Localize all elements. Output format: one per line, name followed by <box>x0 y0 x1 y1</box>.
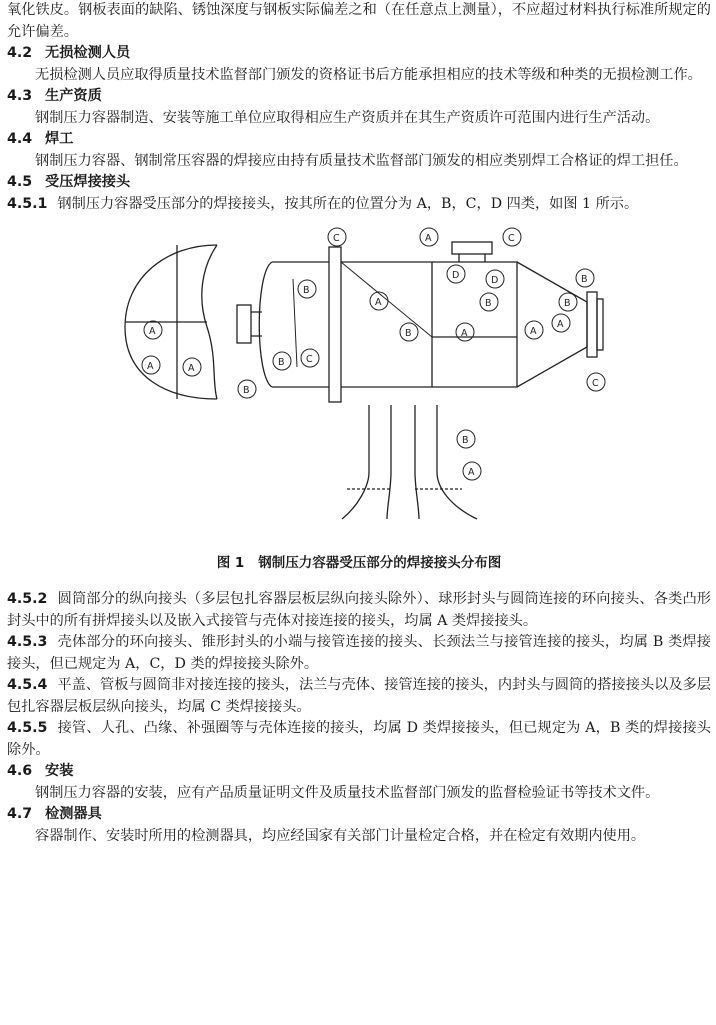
clause-4-5-5: 4.5.5 接管、人孔、凸缘、补强圈等与壳体连接的接头，均属 D 类焊接接头，但已规定为 A，B 类的焊接接头除外。 <box>7 720 711 758</box>
joint-label: A <box>147 361 154 372</box>
section-body-4-4: 钢制压力容器、钢制常压容器的焊接应由持有质量技术监督部门颁发的相应类别焊工合格证的焊工担任。 <box>35 152 688 169</box>
joint-label: B <box>278 357 285 368</box>
joint-label: B <box>303 285 310 296</box>
joint-label: A <box>149 326 156 337</box>
section-heading-4-2: 4.2 无损检测人员 <box>7 45 131 61</box>
vessel-diagram <box>7 227 711 527</box>
section-heading-4-4: 4.4 焊工 <box>7 131 74 147</box>
section-body-4-2: 无损检测人员应取得质量技术监督部门颁发的资格证书后方能承担相应的技术等级和种类的无损检测工作。 <box>35 66 702 83</box>
section-heading-4-5: 4.5 受压焊接接头 <box>7 174 131 190</box>
joint-label: C <box>333 233 340 244</box>
head-end-view <box>125 245 217 399</box>
section-heading-4-7: 4.7 检测器具 <box>7 806 102 822</box>
clause-4-5-3: 4.5.3 壳体部分的环向接头、锥形封头的小端与接管连接的接头、长颈法兰与接管连接的接头，均属 B 类焊接接头，但已规定为 A，C，D 类的焊接接头除外。 <box>7 634 711 672</box>
nozzle-detail <box>342 405 481 519</box>
joint-label: C <box>508 233 515 244</box>
joint-label: A <box>557 319 564 330</box>
joint-label: A <box>375 297 382 308</box>
weld-joint-figure <box>7 227 711 527</box>
section-body-4-6: 钢制压力容器的安装，应有产品质量证明文件及质量技术监督部门颁发的监督检验证书等技术文件。 <box>35 784 660 801</box>
joint-label: B <box>564 298 571 309</box>
clause-4-5-2: 4.5.2 圆筒部分的纵向接头（多层包扎容器层板层纵向接头除外）、球形封头与圆筒连接的环向接头、各类凸形封头中的所有拼焊接头以及嵌入式接管与壳体对接连接的接头，均属 A 类焊接接头。 <box>7 591 711 629</box>
joint-label: A <box>468 467 475 478</box>
joint-label: C <box>592 378 599 389</box>
joint-label: D <box>491 275 499 286</box>
intro-paragraph: 氧化铁皮。钢板表面的缺陷、锈蚀深度与钢板实际偏差之和（在任意点上测量），不应超过材料执行标准所规定的允许偏差。 <box>7 2 711 40</box>
section-heading-4-3: 4.3 生产资质 <box>7 88 102 104</box>
joint-label: B <box>405 328 412 339</box>
joint-label: C <box>306 354 313 365</box>
joint-label: B <box>462 435 469 446</box>
joint-label: B <box>581 274 588 285</box>
joint-label: B <box>485 298 492 309</box>
joint-label: A <box>425 233 432 244</box>
joint-label: D <box>452 270 460 281</box>
joint-label: A <box>530 326 537 337</box>
figure-caption: 图 1 钢制压力容器受压部分的焊接接头分布图 <box>216 555 502 571</box>
section-heading-4-6: 4.6 安装 <box>7 763 74 779</box>
clause-4-5-4: 4.5.4 平盖、管板与圆筒非对接连接的接头，法兰与壳体、接管连接的接头，内封头与圆筒的搭接接头以及多层包扎容器层板层纵向接头，均属 C 类焊接接头。 <box>7 677 711 715</box>
joint-label: A <box>461 328 468 339</box>
vessel-shell <box>237 242 603 402</box>
document-page <box>7 0 711 847</box>
clause-4-5-1: 4.5.1 钢制压力容器受压部分的焊接接头，按其所在的位置分为 A，B，C，D 四类，如图 1 所示。 <box>7 195 639 212</box>
joint-label: B <box>243 385 250 396</box>
section-body-4-3: 钢制压力容器制造、安装等施工单位应取得相应生产资质并在其生产资质许可范围内进行生产活动。 <box>35 109 660 126</box>
joint-label: A <box>188 363 195 374</box>
section-body-4-7: 容器制作、安装时所用的检测器具，均应经国家有关部门计量检定合格，并在检定有效期内使用。 <box>35 827 646 844</box>
